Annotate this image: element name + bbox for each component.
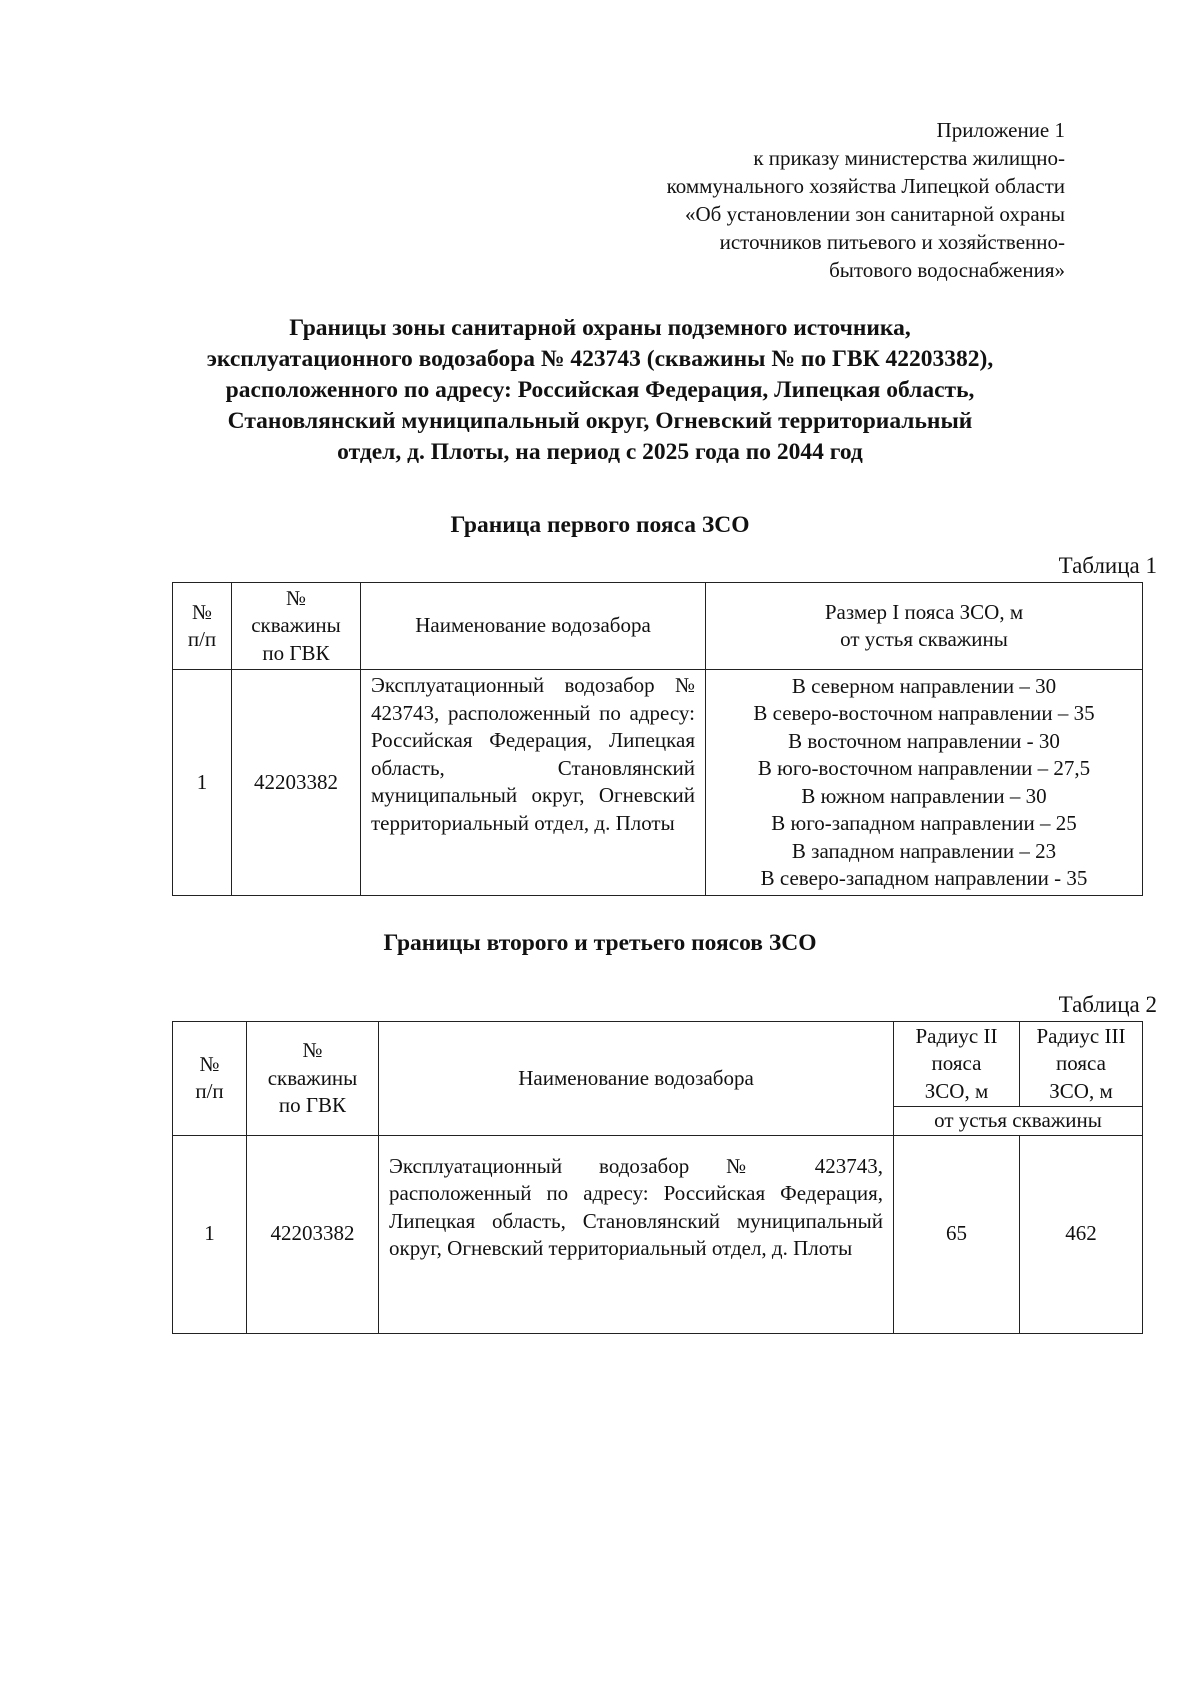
section1-heading: Граница первого пояса ЗСО (450, 512, 750, 538)
appendix-line: коммунального хозяйства Липецкой области (666, 174, 1065, 198)
appendix-block (545, 116, 1065, 284)
title-line: отдел, д. Плоты, на период с 2025 года по 2044 год (337, 439, 863, 465)
direction-line: В северном направлении – 30 (791, 673, 1057, 698)
cell-name: Эксплуатационный водозабор № 423743, расположенный по адресу: Российская Федерация, Липецкая область, Становлянский муниципальный округ, Огневский территориальный отдел, д. Плоты (379, 1135, 894, 1333)
table-header-row (173, 583, 1143, 670)
appendix-line: «Об установлении зон санитарной охраны (685, 202, 1065, 226)
cell-directions (706, 670, 1143, 896)
cell-well: 42203382 (232, 670, 361, 896)
direction-line: В восточном направлении - 30 (788, 728, 1060, 753)
appendix-line: бытового водоснабжения» (829, 258, 1065, 282)
table-row (173, 670, 1143, 896)
title-line: Становлянский муниципальный округ, Огневский территориальный (227, 408, 973, 434)
cell-name: Эксплуатационный водозабор № 423743, расположенный по адресу: Российская Федерация, Липецкая область, Становлянский муниципальный округ, Огневский территориальный отдел, д. Плоты (361, 670, 706, 896)
direction-line: В юго-восточном направлении – 27,5 (757, 756, 1091, 780)
cell-well: 42203382 (247, 1135, 379, 1333)
cell-radius-3: 462 (1020, 1135, 1143, 1333)
table1-caption: Таблица 1 (1058, 553, 1157, 578)
header-from-wellhead: от устья скважины (894, 1107, 1143, 1136)
header-name: Наименование водозабора (361, 583, 706, 670)
header-radius-3: Радиус III пояса ЗСО, м (1020, 1022, 1143, 1107)
section2-heading: Границы второго и третьего поясов ЗСО (383, 930, 817, 956)
title-line: эксплуатационного водозабора № 423743 (скважины № по ГВК 42203382), (206, 346, 994, 372)
header-well: № скважины по ГВК (247, 1022, 379, 1136)
direction-line: В юго-западном направлении – 25 (771, 811, 1077, 835)
header-num: № п/п (173, 1022, 247, 1136)
cell-num: 1 (173, 670, 232, 896)
header-size: Размер I пояса ЗСО, м от устья скважины (706, 583, 1143, 670)
direction-line: В северо-восточном направлении – 35 (753, 701, 1095, 725)
header-name: Наименование водозабора (379, 1022, 894, 1136)
table-second-third-belts (172, 1021, 1143, 1334)
header-radius-2: Радиус II пояса ЗСО, м (894, 1022, 1020, 1107)
direction-line: В северо-западном направлении - 35 (760, 866, 1088, 890)
table-first-belt (172, 582, 1143, 896)
table-row (173, 1135, 1143, 1333)
cell-num: 1 (173, 1135, 247, 1333)
title-line: расположенного по адресу: Российская Федерация, Липецкая область, (225, 377, 975, 403)
appendix-line: к приказу министерства жилищно- (753, 146, 1065, 170)
header-num: № п/п (173, 583, 232, 670)
table2-caption: Таблица 2 (1058, 992, 1157, 1017)
table-header-row (173, 1022, 1143, 1107)
title-line: Границы зоны санитарной охраны подземного источника, (289, 315, 911, 341)
appendix-line: источников питьевого и хозяйственно- (719, 230, 1065, 254)
header-well: № скважины по ГВК (232, 583, 361, 670)
direction-line: В западном направлении – 23 (791, 838, 1057, 863)
appendix-line: Приложение 1 (936, 118, 1065, 142)
direction-line: В южном направлении – 30 (801, 783, 1047, 808)
cell-radius-2: 65 (894, 1135, 1020, 1333)
document-title (150, 313, 1050, 468)
